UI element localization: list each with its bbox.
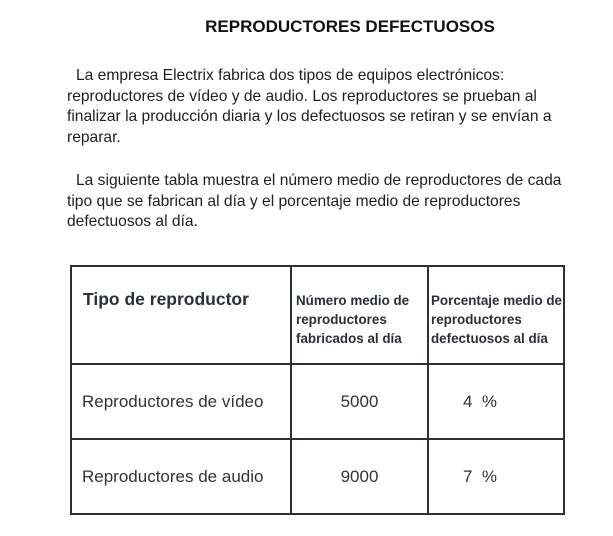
cell-percent: 7 % (428, 439, 564, 514)
header-player-type: Tipo de reproductor (71, 266, 291, 364)
header-average-manufactured: Número medio de reproductores fabricados al día (291, 266, 428, 364)
cell-count: 9000 (291, 439, 428, 514)
defective-players-table (70, 265, 565, 515)
cell-percent: 4 % (428, 364, 564, 439)
cell-count: 5000 (291, 364, 428, 439)
table-row (71, 364, 564, 439)
page-title: REPRODUCTORES DEFECTUOSOS (205, 17, 495, 36)
cell-type: Reproductores de vídeo (71, 364, 291, 439)
table-row (71, 439, 564, 514)
header-average-defective-percent: Porcentaje medio de reproductores defectuosos al día (428, 266, 564, 364)
intro-paragraph: La empresa Electrix fabrica dos tipos de equipos electrónicos: reproductores de vídeo y de audio. Los reproductores se prueban al finalizar la producción diaria y los defectuosos se retiran y se envían a reparar. (67, 67, 552, 146)
cell-type: Reproductores de audio (71, 439, 291, 514)
table-description-paragraph: La siguiente tabla muestra el número medio de reproductores de cada tipo que se fabrican al día y el porcentaje medio de reproductores defectuosos al día. (67, 172, 562, 230)
table-header-row (71, 266, 564, 364)
